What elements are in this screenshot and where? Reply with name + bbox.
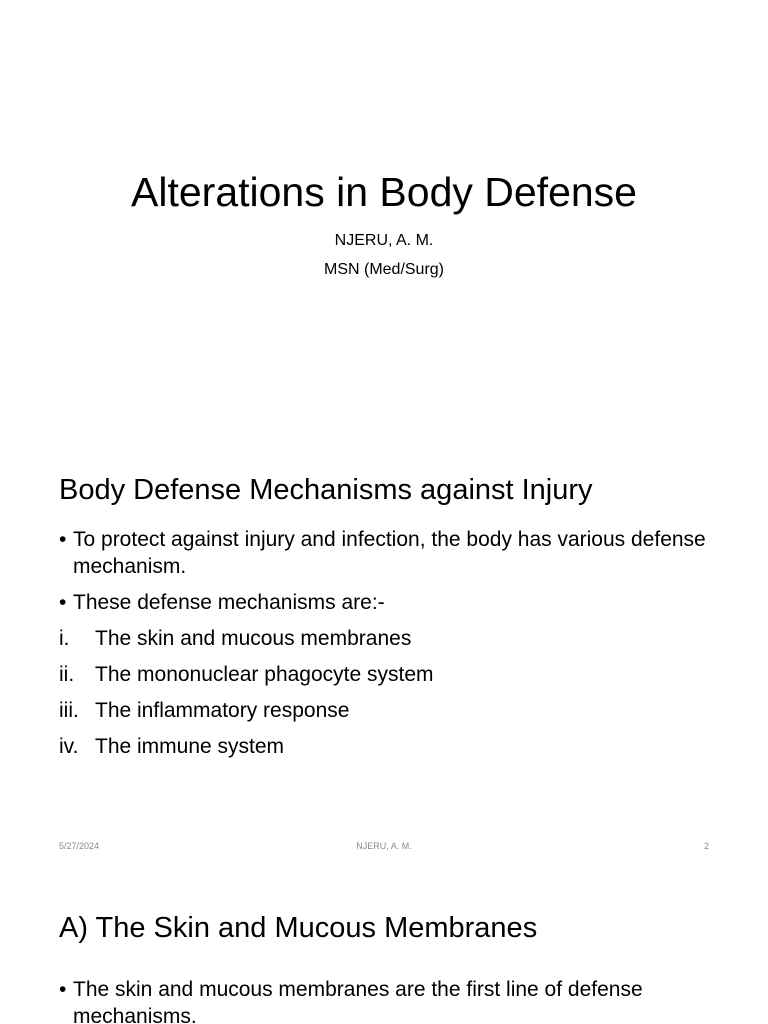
bullet-text: To protect against injury and infection, the body has various defense mechanism. <box>73 528 706 578</box>
slide-3 <box>0 862 768 1024</box>
numbered-item <box>59 697 711 724</box>
bullet-item <box>59 526 711 580</box>
slide-3-title: A) The Skin and Mucous Membranes <box>59 912 538 944</box>
item-text: The inflammatory response <box>95 699 350 722</box>
bullet-dot: • <box>59 528 67 551</box>
footer-author: NJERU, A. M. <box>356 841 412 851</box>
item-text: The mononuclear phagocyte system <box>95 663 434 686</box>
bullet-item <box>59 589 711 616</box>
item-number: ii. <box>59 663 75 686</box>
slide-1-title: Alterations in Body Defense <box>131 169 637 215</box>
slide-2-title: Body Defense Mechanisms against Injury <box>59 474 593 506</box>
bullet-item <box>59 976 711 1024</box>
footer-page-number: 2 <box>703 841 709 851</box>
bullet-text: These defense mechanisms are:- <box>73 591 385 614</box>
numbered-item <box>59 625 711 652</box>
slide-1-credentials: MSN (Med/Surg) <box>323 261 445 278</box>
item-number: iii. <box>59 699 79 722</box>
item-text: The immune system <box>95 735 285 758</box>
bullet-dot: • <box>59 978 67 1001</box>
slide-2 <box>0 430 768 862</box>
slide-2-content <box>59 526 711 769</box>
slide-1 <box>0 0 768 430</box>
numbered-item <box>59 661 711 688</box>
item-number: iv. <box>59 735 79 758</box>
item-text: The skin and mucous membranes <box>95 627 412 650</box>
numbered-item <box>59 733 711 760</box>
slide-3-content <box>59 976 711 1024</box>
footer-date: 5/27/2024 <box>59 841 100 851</box>
slide-1-author: NJERU, A. M. <box>334 232 434 249</box>
item-number: i. <box>59 627 70 650</box>
bullet-text: The skin and mucous membranes are the first line of defense mechanisms. <box>73 978 643 1024</box>
bullet-dot: • <box>59 591 67 614</box>
